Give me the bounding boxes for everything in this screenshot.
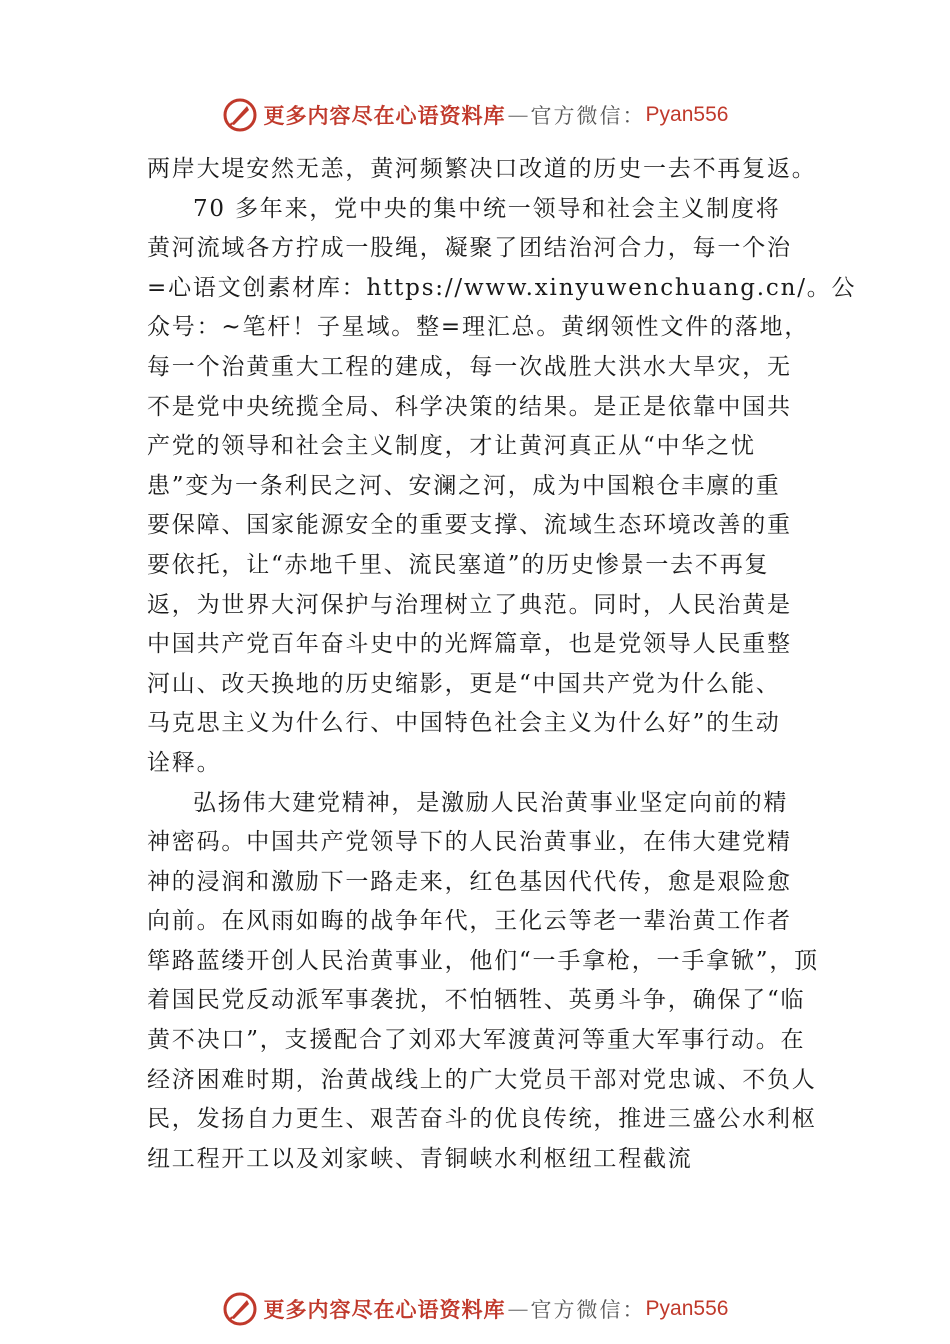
banner-title: 更多内容尽在心语资料库 [263, 1297, 506, 1322]
text-line: 马克思主义为什么行、中国特色社会主义为什么好”的生动 [147, 710, 781, 737]
text-line: 黄不决口”，支援配合了刘邓大军渡黄河等重大军事行动。在 [147, 1027, 806, 1054]
banner-wechat-id: Pyan556 [645, 103, 729, 126]
text-line: 不是党中央统揽全局、科学决策的结果。是正是依靠中国共 [147, 393, 792, 420]
banner-title: 更多内容尽在心语资料库 [263, 103, 506, 128]
banner-dash: — [507, 1297, 529, 1321]
paragraph-start-line: 弘扬伟大建党精神，是激励人民治黄事业坚定向前的精 [193, 789, 789, 816]
footer-banner [0, 1287, 950, 1331]
text-line: 经济困难时期，治黄战线上的广大党员干部对党忠诚、不负人 [147, 1066, 817, 1093]
text-line: 神密码。中国共产党领导下的人民治黄事业，在伟大建党精 [147, 829, 792, 856]
banner-dash: — [507, 103, 529, 127]
text-line: 两岸大堤安然无恙，黄河频繁决口改道的历史一去不再复返。 [147, 156, 817, 182]
banner-official-label: 官方微信： [530, 1298, 646, 1322]
text-line: 要依托，让“赤地千里、流民塞道”的历史惨景一去不再复 [147, 551, 770, 578]
text-line: 众号：~笔杆！子星域。整=理汇总。黄纲领性文件的落地， [147, 314, 810, 341]
banner-wechat-id: Pyan556 [645, 1297, 729, 1320]
text-line: 河山、改天换地的历史缩影，更是“中国共产党为什么能、 [147, 670, 781, 697]
text-line: 着国民党反动派军事袭扰，不怕牺牲、英勇斗争，确保了“临 [147, 987, 806, 1014]
paragraph-start-line: 70 多年来，党中央的集中统一领导和社会主义制度将 [193, 195, 781, 222]
quill-logo-icon [222, 1291, 258, 1327]
text-line: 筚路蓝缕开创人民治黄事业，他们“一手拿枪，一手拿锨”，顶 [147, 947, 819, 974]
text-line: 诠释。 [147, 749, 222, 776]
text-line: 每一个治黄重大工程的建成，每一次战胜大洪水大旱灾，无 [147, 353, 792, 380]
text-line: 纽工程开工以及刘家峡、青铜峡水利枢纽工程截流 [147, 1145, 693, 1172]
text-line: =心语文创素材库：https://www.xinyuwenchuang.cn/。公 [147, 274, 857, 301]
text-line: 神的浸润和激励下一路走来，红色基因代代传，愈是艰险愈 [147, 868, 792, 895]
text-line: 返，为世界大河保护与治理树立了典范。同时，人民治黄是 [147, 591, 792, 618]
text-line: 产党的领导和社会主义制度，才让黄河真正从“中华之忧 [147, 433, 756, 460]
quill-logo-icon [222, 97, 258, 133]
banner-official-label: 官方微信： [530, 104, 646, 128]
text-line: 中国共产党百年奋斗史中的光辉篇章，也是党领导人民重整 [147, 631, 792, 658]
text-line: 患”变为一条利民之河、安澜之河，成为中国粮仓丰廪的重 [147, 472, 781, 499]
text-line: 向前。在风雨如晦的战争年代，王化云等老一辈治黄工作者 [147, 908, 792, 935]
header-banner [0, 93, 950, 137]
text-line: 要保障、国家能源安全的重要支撑、流域生态环境改善的重 [147, 512, 792, 539]
text-line: 民，发扬自力更生、艰苦奋斗的优良传统，推进三盛公水利枢 [147, 1106, 817, 1133]
document-body [147, 150, 857, 1179]
text-line: 黄河流域各方拧成一股绳，凝聚了团结治河合力，每一个治 [147, 235, 792, 262]
